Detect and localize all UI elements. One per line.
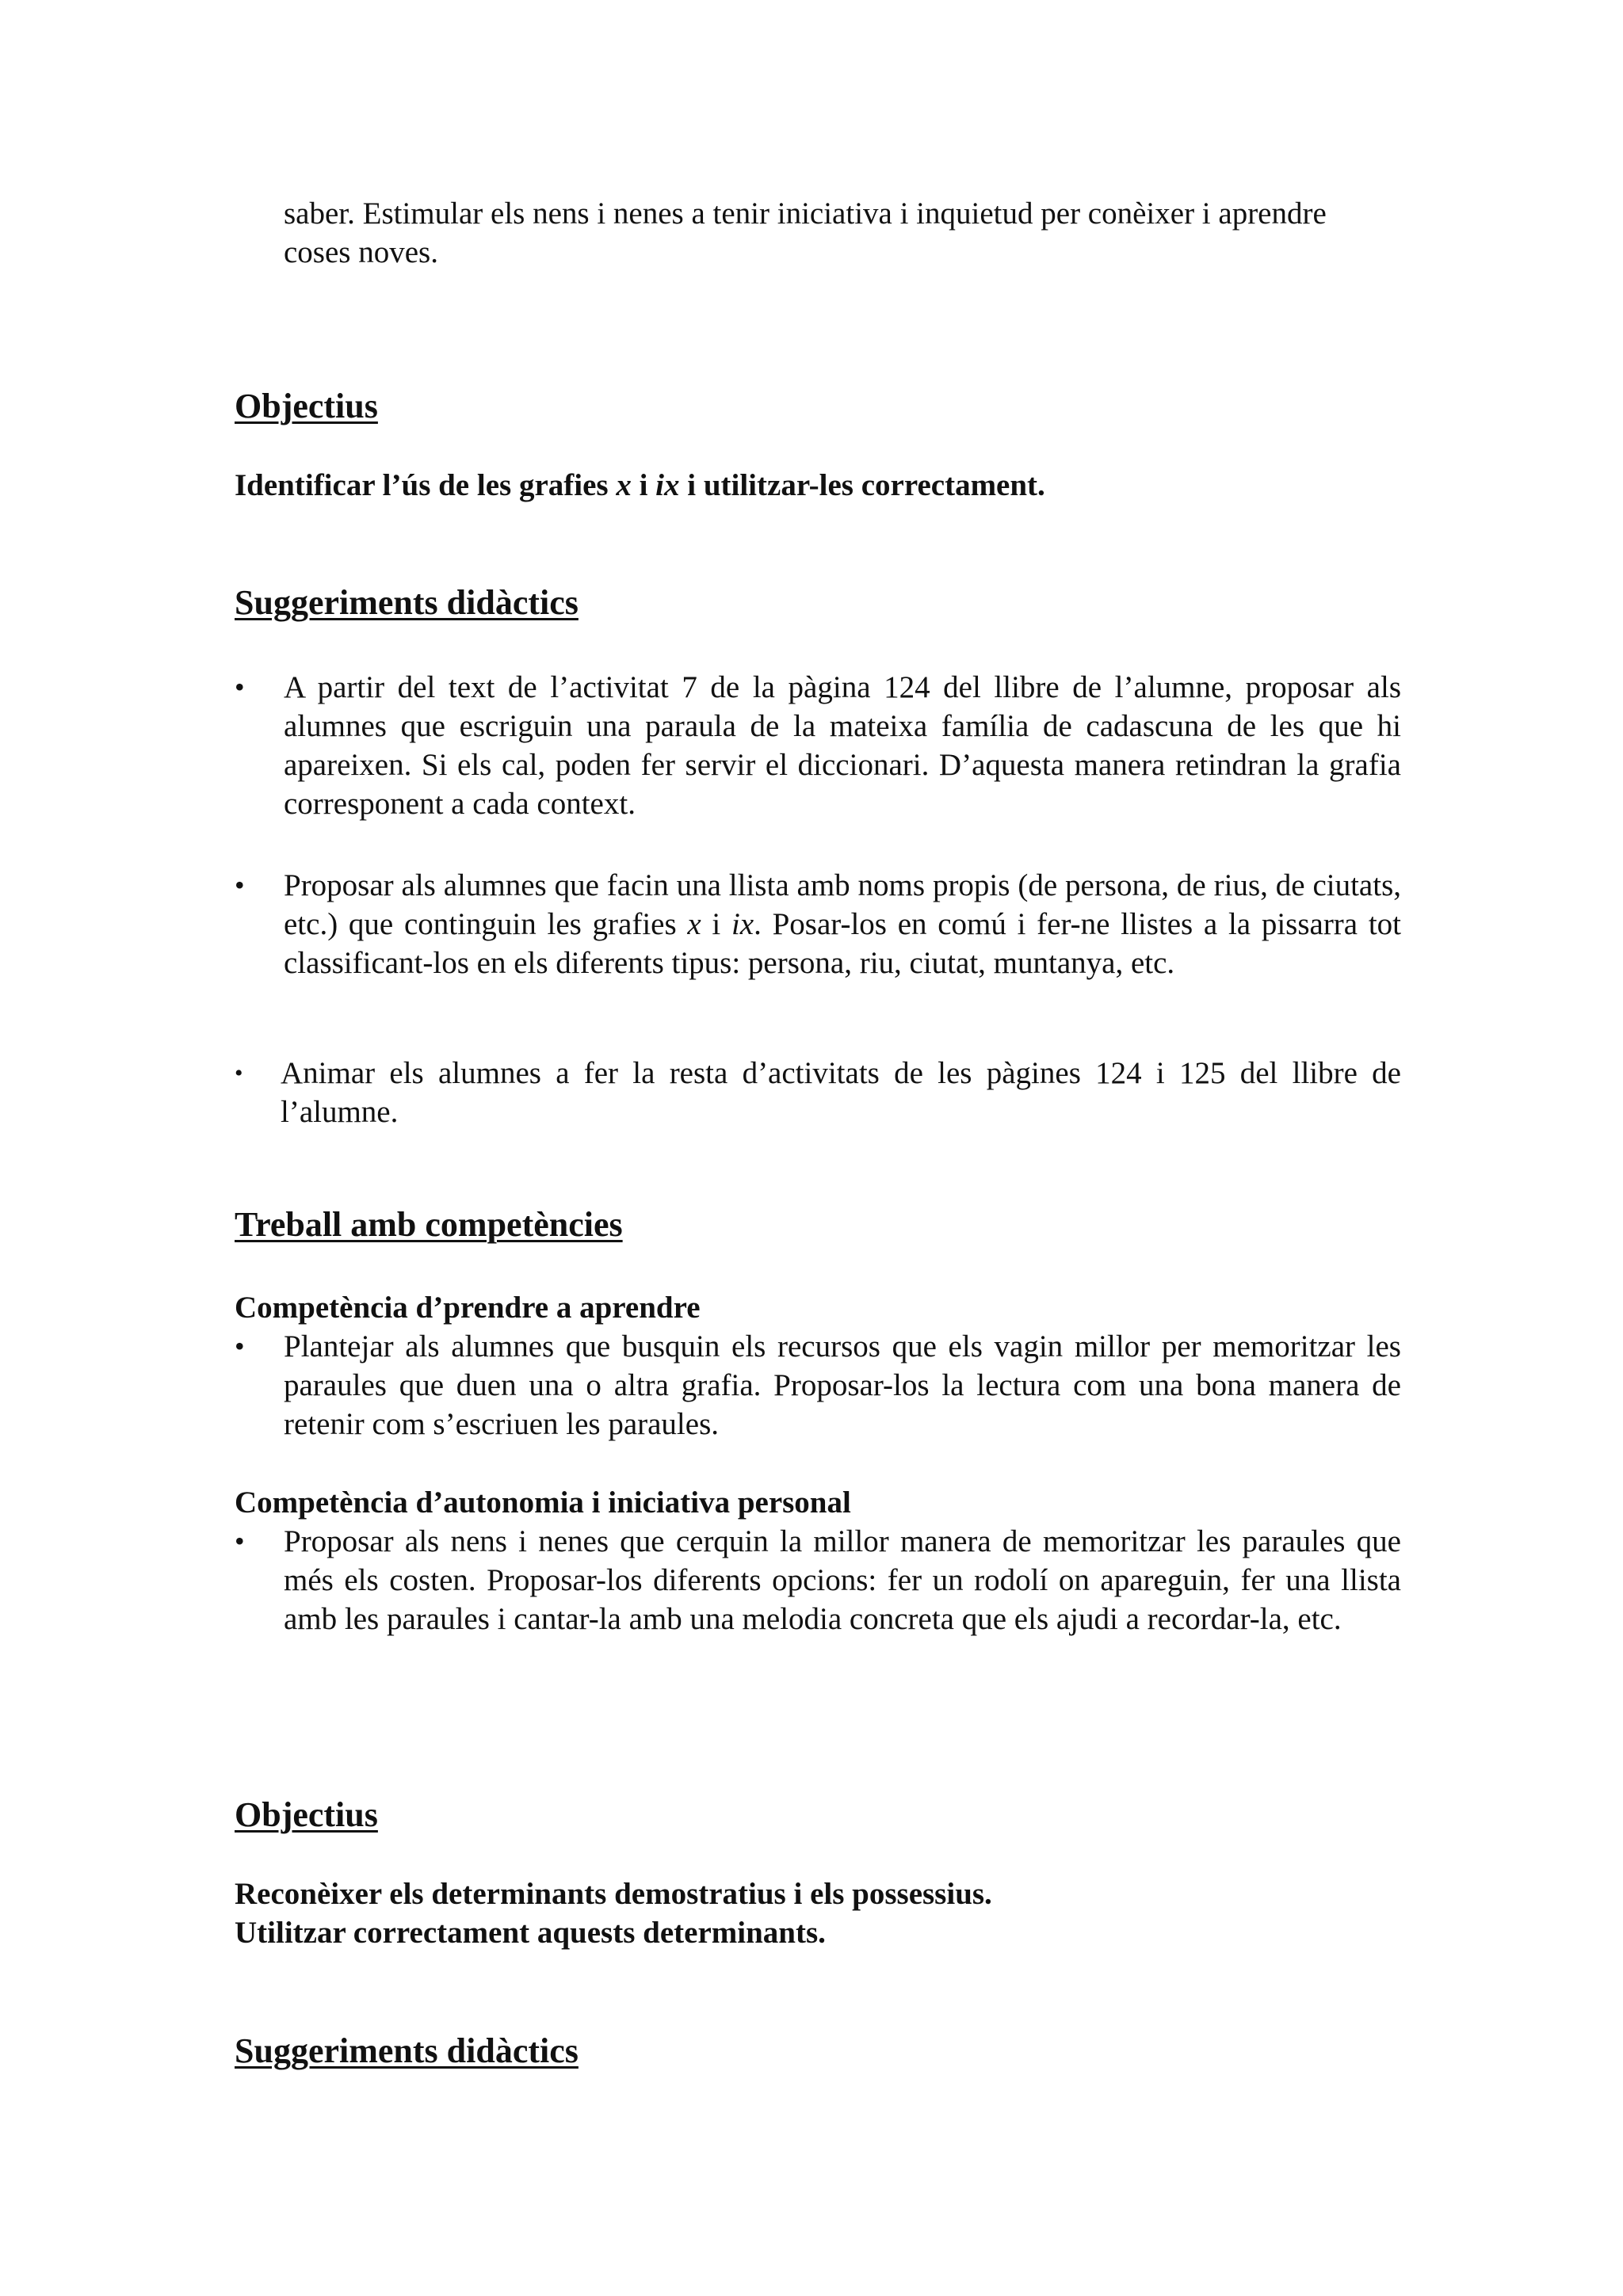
- objective-statement: [235, 466, 1423, 505]
- bullet-text: Animar els alumnes a fer la resta d’activitats de les pàgines 124 i 125 del llibre de l’alumne.: [281, 1056, 1401, 1129]
- section-suggeriments-1: [235, 582, 1423, 624]
- bullet-icon: •: [235, 1060, 243, 1086]
- section-heading: Suggeriments didàctics: [235, 2031, 579, 2070]
- section-heading: Objectius: [235, 1795, 378, 1834]
- section-objectius-2: [235, 1794, 1423, 1836]
- list-item: [235, 1327, 1407, 1446]
- competency-title: Competència d’prendre a aprendre: [235, 1291, 701, 1325]
- bullet-text: A partir del text de l’activitat 7 de la pàgina 124 del llibre de l’alumne, proposar als alumnes que escriguin una paraula de la mateixa família de cadascuna de les que hi apareixen. Si els cal, poden fer servir el diccionari. D’aquesta manera retindran la grafia corresponent a cada context.: [284, 670, 1401, 821]
- bullet-text: Proposar als nens i nenes que cerquin la millor manera de memoritzar les paraules que més els costen. Proposar-los diferents opcions: fer un rodolí on apareguin, fer una llista amb les paraules i cantar-la amb una melodia concreta que els ajudi a recordar-la, etc.: [284, 1524, 1401, 1636]
- objective-grapheme-x: x: [616, 468, 632, 502]
- bullet-grapheme-ix: ix: [731, 907, 754, 941]
- list-item: [235, 866, 1407, 985]
- section-heading: Treball amb competències: [235, 1205, 623, 1244]
- list-item: [235, 1054, 1407, 1133]
- bullet-grapheme-x: x: [687, 907, 701, 941]
- bullet-text-mid: i: [701, 907, 731, 941]
- intro-line-2: coses noves.: [284, 235, 438, 269]
- bullet-text-suffix: . Posar-los en comú i fer-ne llistes a la pissarra tot classificant-los en els diferents tipus: persona, riu, ciutat, muntanya, etc.: [284, 907, 1401, 980]
- objective-text-prefix: Identificar l’ús de les grafies: [235, 468, 617, 502]
- objective-line-2: Utilitzar correctament aquests determinants.: [235, 1916, 826, 1950]
- intro-paragraph: [284, 194, 1401, 272]
- objective-line-1: Reconèixer els determinants demostratius i els possessius.: [235, 1877, 992, 1911]
- competency-subheading: [235, 1288, 1423, 1327]
- bullet-icon: •: [235, 1330, 245, 1362]
- competency-subheading: [235, 1483, 1423, 1522]
- section-heading: Objectius: [235, 387, 378, 425]
- section-suggeriments-2: [235, 2031, 1423, 2072]
- bullet-text: [284, 866, 1401, 982]
- bullet-icon: •: [235, 1525, 245, 1557]
- list-item: [235, 1522, 1407, 1680]
- section-heading: Suggeriments didàctics: [235, 583, 579, 622]
- bullet-text-prefix: Proposar als alumnes que facin una llista amb noms propis (de persona, de rius, de ciutats, etc.) que continguin les grafies: [284, 868, 1401, 941]
- objective-text-mid: i: [631, 468, 656, 502]
- section-objectius-1: [235, 386, 1423, 427]
- bullet-icon: •: [235, 671, 245, 703]
- objective-text-suffix: i utilitzar-les correctament.: [679, 468, 1045, 502]
- section-competencies: [235, 1204, 1423, 1245]
- objective-grapheme-ix: ix: [655, 468, 680, 502]
- list-item: [235, 668, 1407, 826]
- intro-line-1: saber. Estimular els nens i nenes a tenir iniciativa i inquietud per conèixer i aprendre: [284, 196, 1327, 231]
- objective-statement: [235, 1875, 1423, 1952]
- bullet-text: Plantejar als alumnes que busquin els recursos que els vagin millor per memoritzar les paraules que duen una o altra grafia. Proposar-los la lectura com una bona manera de retenir com s’escriuen les paraules.: [284, 1329, 1401, 1441]
- competency-title: Competència d’autonomia i iniciativa personal: [235, 1486, 851, 1520]
- bullet-icon: •: [235, 869, 245, 901]
